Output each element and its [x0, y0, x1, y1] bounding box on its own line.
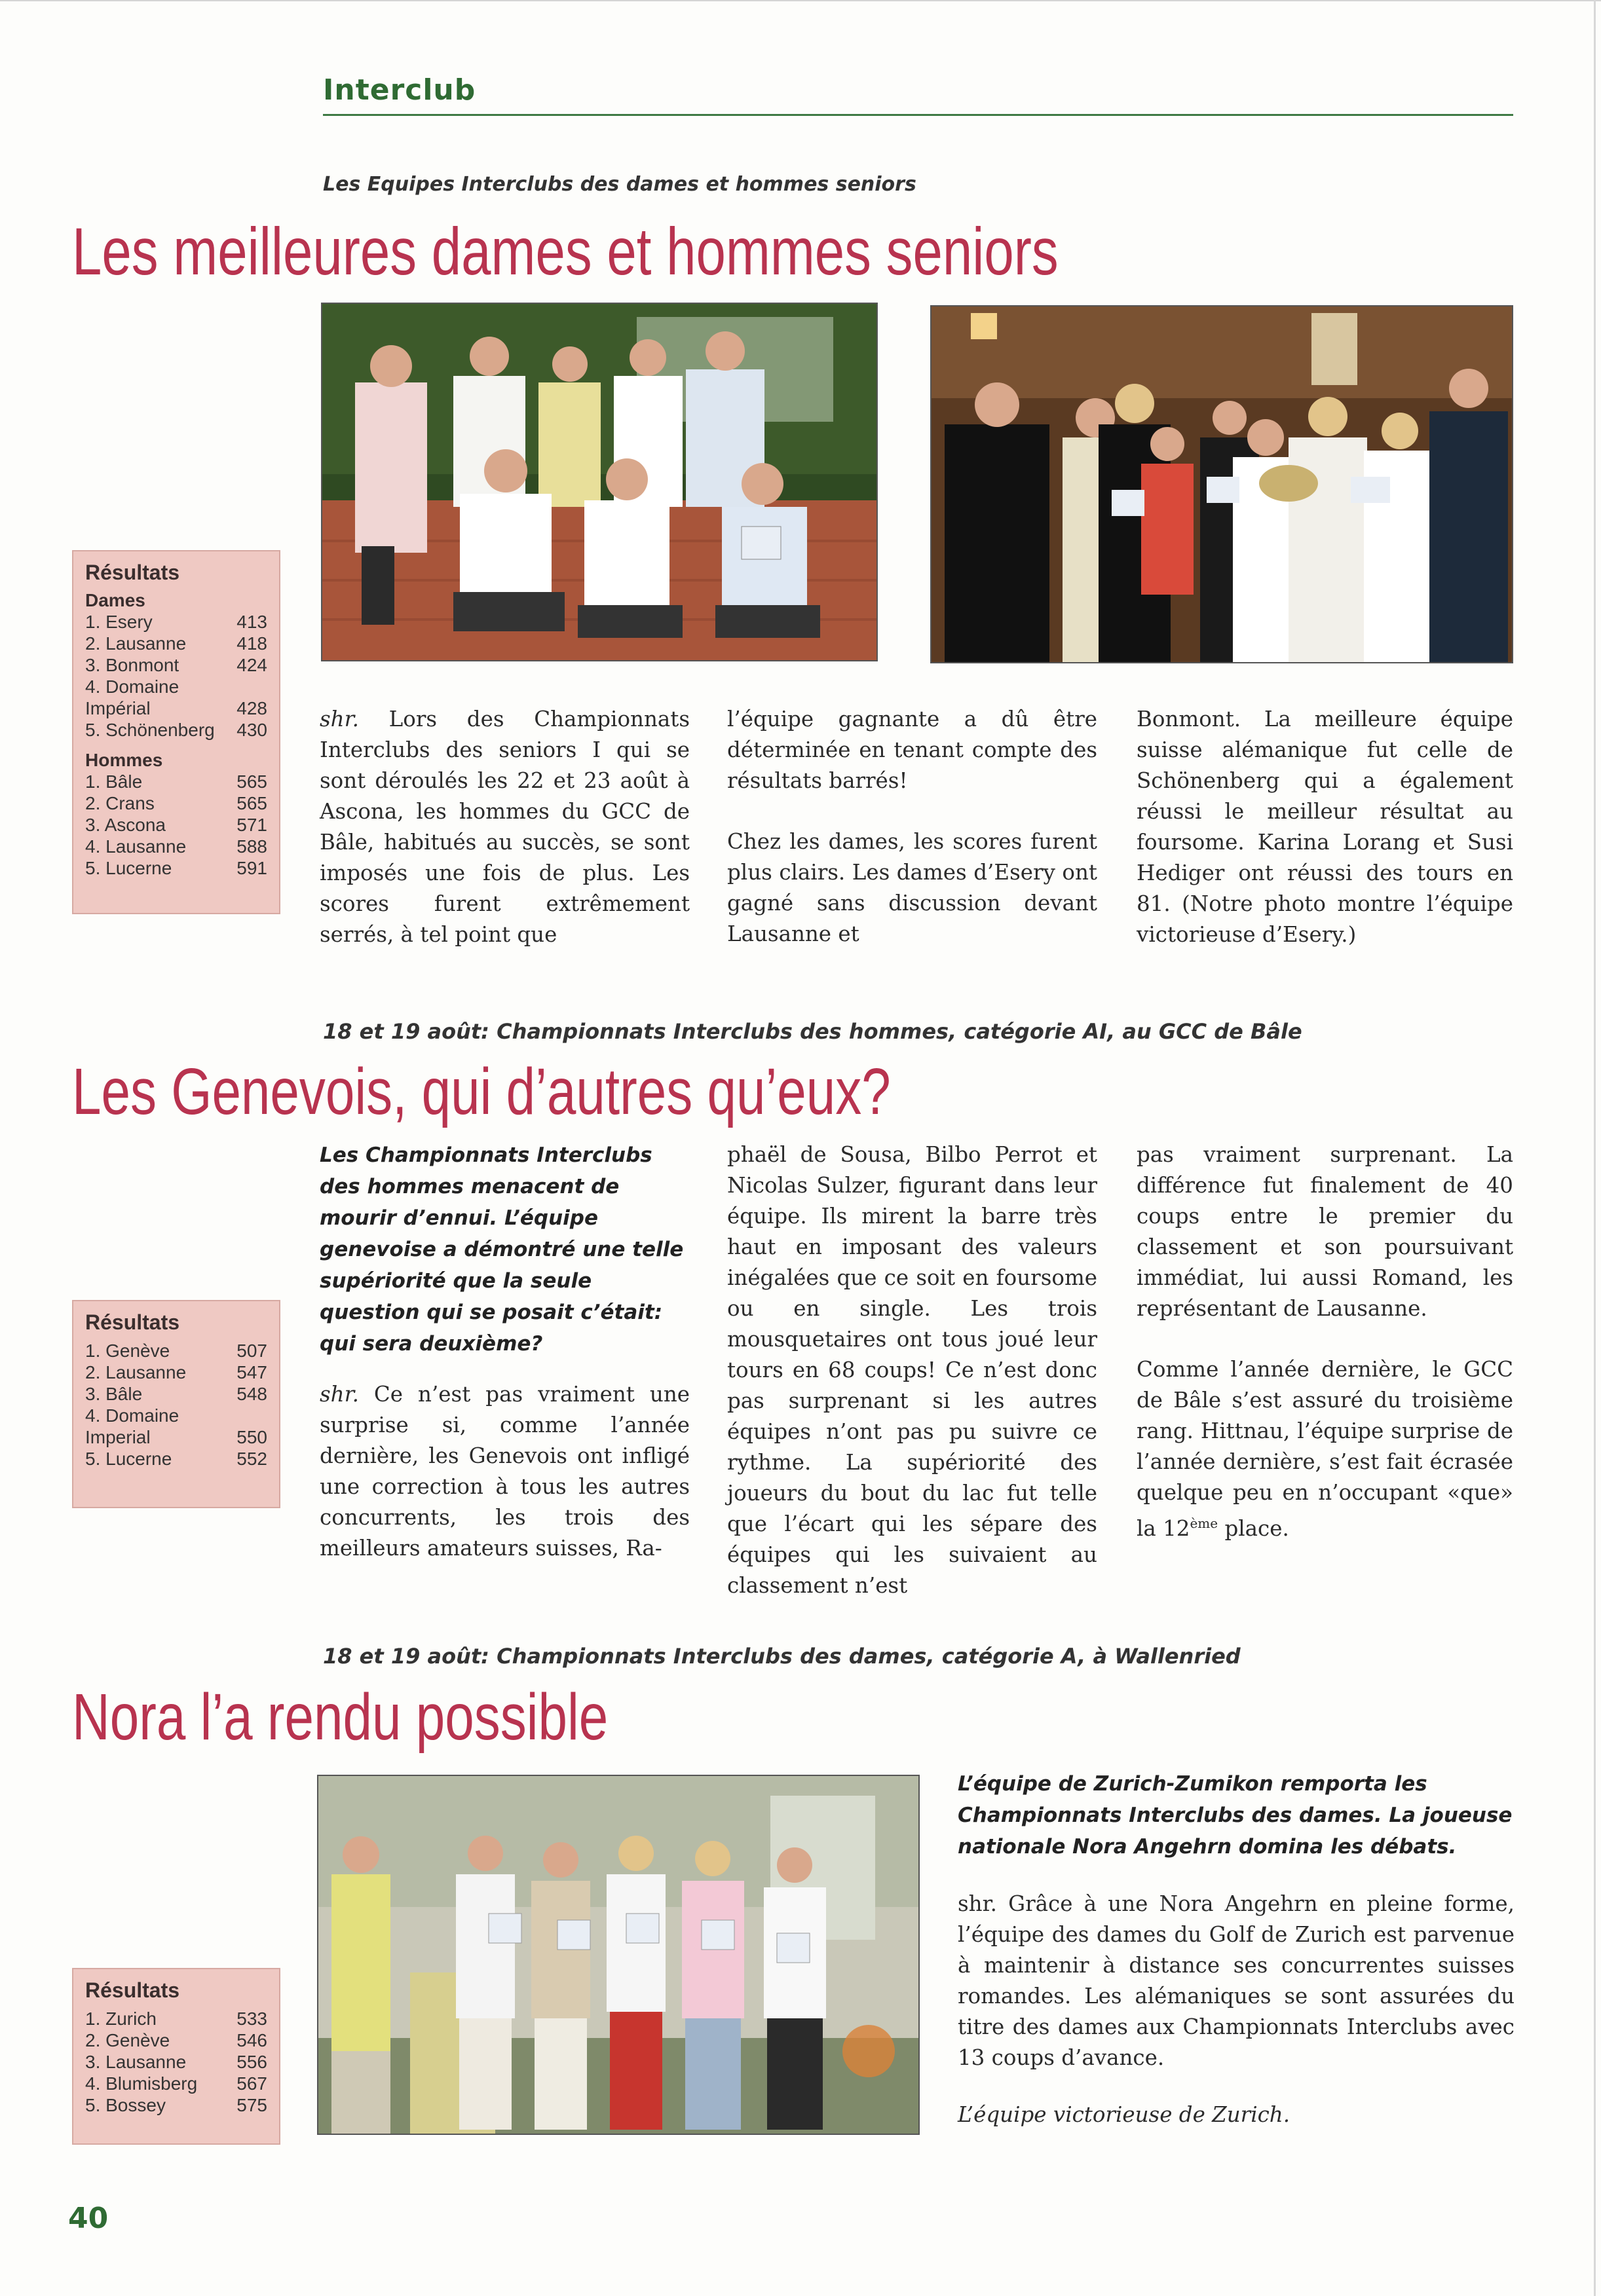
results-title: Résultats: [85, 561, 180, 584]
results-score: 413: [236, 612, 267, 632]
results-team: 4. Lausanne: [85, 836, 187, 857]
results-row: [85, 771, 267, 792]
results-row: [85, 719, 267, 741]
results-score: 507: [236, 1341, 267, 1361]
results-score: 428: [236, 698, 267, 718]
article2-lead: Les Championnats Interclubs des hommes menacent de mourir d’ennui. L’équipe genevoise a démontré une telle supériorité que la seule question qui se posait c’était: qui sera deuxième?: [320, 1143, 684, 1356]
article1-photo-men: [321, 303, 878, 661]
results-score: 552: [236, 1449, 267, 1469]
results-team: 1. Genève: [85, 1341, 170, 1361]
article2-results-box: [72, 1300, 280, 1508]
article1-col1-text: Lors des Championnats Interclubs des seniors I qui se sont déroulés les 22 et 23 août à Ascona, les hommes du GCC de Bâle, habitués au succès, se sont imposés une fois de plus. Les scores furent extrêmement serrés, à tel point que: [320, 707, 690, 947]
article3-headline: Nora l’a rendu possible: [72, 1680, 609, 1754]
results-team: 4. Domaine Imperial: [85, 1405, 179, 1447]
results-score: 575: [236, 2095, 267, 2115]
results-row: [85, 814, 267, 836]
results-score: 565: [236, 771, 267, 792]
results-group-hommes: Hommes: [85, 750, 163, 770]
article1-column-3: [1137, 704, 1513, 980]
results-group-dames: Dames: [85, 590, 145, 610]
article2-column-2: [727, 1139, 1097, 1631]
results-row: [85, 1405, 267, 1448]
article1-col2-p2: Chez les dames, les scores furent plus clairs. Les dames d’Esery ont gagné sans discussion devant Lausanne et: [727, 829, 1097, 946]
results-score: 546: [236, 2030, 267, 2050]
article1-column-1: [320, 704, 690, 980]
results-score: 565: [236, 793, 267, 813]
results-row: [85, 1448, 267, 1470]
results-team: 3. Bâle: [85, 1384, 143, 1404]
superscript: ème: [1190, 1515, 1218, 1531]
results-row: [85, 792, 267, 814]
results-row: [85, 2094, 267, 2116]
results-score: 591: [236, 858, 267, 878]
results-score: 567: [236, 2073, 267, 2094]
results-row: [85, 2073, 267, 2094]
results-row: [85, 2051, 267, 2073]
results-team: 2. Lausanne: [85, 633, 187, 654]
results-row: [85, 611, 267, 633]
section-rule: [323, 114, 1513, 116]
article2-column-3: [1137, 1139, 1513, 1574]
article3-body: shr. Grâce à une Nora Angehrn en pleine forme, l’équipe des dames du Golf de Zurich est parvenue à maintenir à distance ses concurrentes suisses romandes. Les alémaniques se sont assurées du titre des dames aux Championnats Interclubs avec 13 coups d’avance.: [958, 1891, 1515, 2070]
results-title: Résultats: [85, 1978, 180, 2002]
results-team: 2. Genève: [85, 2030, 170, 2050]
page-side-rule: [1594, 0, 1596, 2296]
results-team: 1. Bâle: [85, 771, 143, 792]
article2-kicker: 18 et 19 août: Championnats Interclubs des hommes, catégorie AI, au GCC de Bâle: [323, 1019, 1302, 1044]
results-team: 1. Esery: [85, 612, 153, 632]
results-row: [85, 836, 267, 857]
page-top-rule: [0, 0, 1601, 1]
results-team: 1. Zurich: [85, 2009, 157, 2029]
results-score: 556: [236, 2052, 267, 2072]
results-team: 5. Lucerne: [85, 1449, 172, 1469]
article3-caption: L’équipe victorieuse de Zurich.: [958, 2102, 1290, 2127]
article2-col3-p1: pas vraiment surprenant. La différence fut finalement de 40 coups entre le premier du classement et son poursuivant immédiat, lui aussi Romand, les représentant de Lausanne.: [1137, 1142, 1513, 1321]
results-score: 571: [236, 815, 267, 835]
results-team: 5. Lucerne: [85, 858, 172, 878]
results-row: [85, 676, 267, 719]
article1-photo-women: [930, 305, 1513, 663]
results-team: 4. Domaine Impérial: [85, 676, 179, 718]
article1-kicker: Les Equipes Interclubs des dames et hommes seniors: [323, 173, 916, 196]
results-team: 5. Schönenberg: [85, 720, 215, 740]
results-score: 533: [236, 2009, 267, 2029]
article3-results-box: [72, 1968, 280, 2145]
article2-col3-p2-text: Comme l’année dernière, le GCC de Bâle s’est assuré du troisième rang. Hittnau, l’équipe surprise de l’année dernière, s’est fait écrasée quelque peu en n’occupant «que» la 12: [1137, 1357, 1513, 1541]
results-team: 2. Crans: [85, 793, 155, 813]
article1-column-2: [727, 704, 1097, 980]
article2-col3-p2: [1137, 1354, 1513, 1544]
results-team: 3. Ascona: [85, 815, 166, 835]
results-row: [85, 2008, 267, 2029]
results-row: [85, 857, 267, 879]
results-score: 430: [236, 720, 267, 740]
results-team: 3. Bonmont: [85, 655, 179, 675]
article2-col3-p2-end: place.: [1218, 1515, 1289, 1541]
men-team-photo-illustration: [322, 304, 876, 660]
byline: shr.: [320, 707, 359, 731]
article3-lead: L’équipe de Zurich-Zumikon remporta les Championnats Interclubs des dames. La joueuse nationale Nora Angehrn domina les débats.: [958, 1772, 1513, 1859]
article3-photo-zurich: [317, 1775, 920, 2135]
article1-col3-text: Bonmont. La meilleure équipe suisse alémanique fut celle de Schönenberg qui a également réussi le meilleur résultat au foursome. Karina Lorang et Susi Hediger ont réussi des tours en 81. (Notre photo montre l’équipe victorieuse d’Esery.): [1137, 707, 1513, 947]
results-row: [85, 2029, 267, 2051]
results-score: 588: [236, 836, 267, 857]
article2-col2-text: phaël de Sousa, Bilbo Perrot et Nicolas Sulzer, figurant dans leur équipe. Ils mirent la barre très haut en imposant des valeurs inégalées que ce soit en foursome ou en single. Les trois mousquetaires ont tous joué leur tours en 68 coups! Ce n’est donc pas surprenant si les autres équipes n’ont pas pu suivre ce rythme. La supériorité des joueurs du bout du lac fut telle que l’écart qui les sépare des équipes qui les suivaient au classement n’est: [727, 1142, 1097, 1598]
article2-col1-text: Ce n’est pas vraiment une surprise si, comme l’année dernière, les Genevois ont infligé une correction à tous les autres concurrents, les trois des meilleurs amateurs suisses, Ra-: [320, 1382, 690, 1561]
article3-text-column: [958, 1768, 1515, 2160]
article2-column-1: [320, 1139, 690, 1594]
results-row: [85, 633, 267, 654]
results-team: 5. Bossey: [85, 2095, 166, 2115]
article1-col2-p1: l’équipe gagnante a dû être déterminée en tenant compte des résultats barrés!: [727, 707, 1097, 793]
article3-kicker: 18 et 19 août: Championnats Interclubs des dames, catégorie A, à Wallenried: [323, 1644, 1241, 1669]
article1-results-box: [72, 550, 280, 914]
article2-headline: Les Genevois, qui d’autres qu’eux?: [72, 1055, 891, 1128]
results-row: [85, 1383, 267, 1405]
section-label: Interclub: [323, 73, 476, 107]
results-score: 550: [236, 1427, 267, 1447]
results-team: 3. Lausanne: [85, 2052, 187, 2072]
article1-headline: Les meilleures dames et hommes seniors: [72, 214, 1059, 289]
byline: shr.: [320, 1382, 359, 1407]
results-score: 418: [236, 633, 267, 654]
zurich-team-photo-illustration: [318, 1776, 918, 2134]
results-row: [85, 1340, 267, 1361]
results-title: Résultats: [85, 1310, 180, 1334]
results-score: 548: [236, 1384, 267, 1404]
results-score: 424: [236, 655, 267, 675]
results-team: 4. Blumisberg: [85, 2073, 198, 2094]
results-score: 547: [236, 1362, 267, 1382]
results-row: [85, 1361, 267, 1383]
results-team: 2. Lausanne: [85, 1362, 187, 1382]
results-row: [85, 654, 267, 676]
women-team-photo-illustration: [932, 306, 1512, 662]
page-number: 40: [68, 2202, 109, 2235]
